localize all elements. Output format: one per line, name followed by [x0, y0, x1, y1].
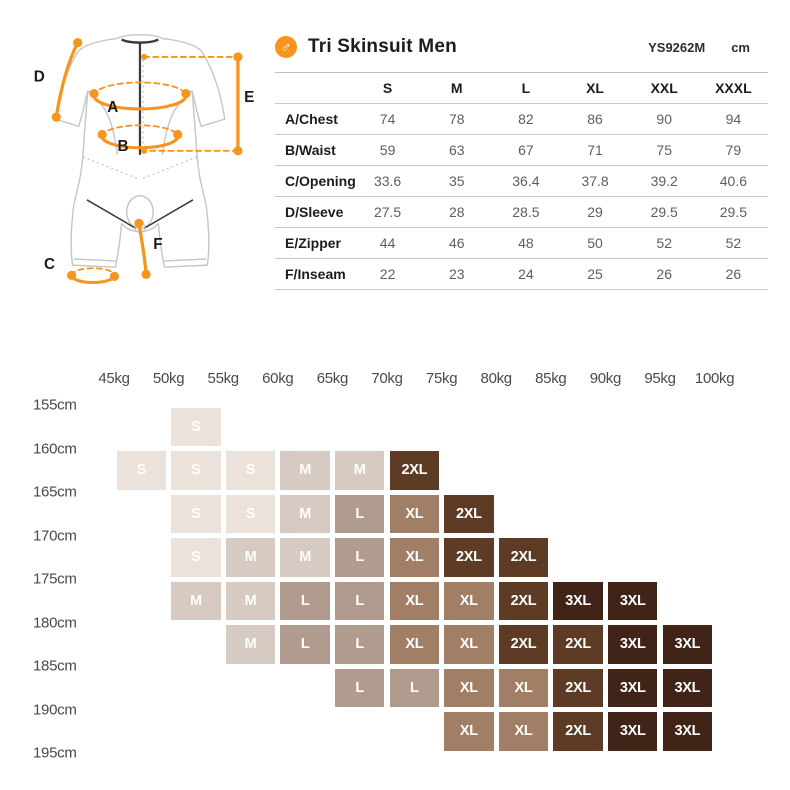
matrix-cell: M — [226, 538, 276, 577]
size-col-s: S — [353, 73, 422, 104]
height-label: 155cm — [33, 396, 77, 414]
diagram-label-f: F — [153, 235, 163, 253]
measurement-value: 39.2 — [650, 173, 678, 189]
matrix-cell: 2XL — [553, 625, 603, 664]
measurement-value: 52 — [656, 235, 672, 251]
size-col-m: M — [422, 73, 491, 104]
matrix-cell: 2XL — [444, 538, 494, 577]
matrix-cell: XL — [444, 669, 494, 708]
height-label: 180cm — [33, 614, 77, 631]
matrix-cell: XL — [444, 625, 494, 664]
diagram-label-b: B — [117, 137, 129, 155]
measurement-value: 29.5 — [719, 204, 748, 220]
matrix-cell: M — [280, 495, 330, 534]
measurement-value: 26 — [656, 266, 672, 282]
matrix-cell: 3XL — [608, 582, 658, 621]
unit-label: cm — [731, 39, 750, 55]
measurement-table-block — [275, 30, 768, 290]
diagram-label-d: D — [33, 68, 45, 86]
matrix-cell: XL — [499, 669, 549, 708]
matrix-cell: L — [280, 582, 330, 621]
size-col-xxl: XXL — [630, 73, 699, 104]
matrix-cell: 3XL — [608, 712, 658, 751]
size-col-xl: XL — [560, 73, 629, 104]
male-glyph: ♂ — [280, 38, 292, 56]
weight-label: 80kg — [480, 370, 512, 387]
matrix-cell: L — [335, 538, 385, 577]
measurement-value: 48 — [518, 235, 534, 251]
measurement-row-label: A/Chest — [285, 111, 338, 127]
matrix-cell: XL — [444, 582, 494, 621]
matrix-cell: 3XL — [663, 625, 713, 664]
measurement-row-label: E/Zipper — [285, 235, 342, 251]
matrix-cell: 3XL — [608, 669, 658, 708]
matrix-cell: L — [335, 582, 385, 621]
measurement-row — [275, 228, 768, 259]
measurement-value: 25 — [587, 266, 603, 282]
measurement-value: 63 — [448, 142, 465, 158]
matrix-cell: 2XL — [553, 669, 603, 708]
matrix-cell: 2XL — [499, 538, 549, 577]
matrix-cell: S — [171, 408, 221, 447]
matrix-cell: L — [390, 669, 440, 708]
measurement-value: 36.4 — [512, 173, 540, 189]
matrix-cell: 2XL — [499, 582, 549, 621]
measurement-value: 74 — [379, 111, 396, 127]
matrix-cell: 2XL — [553, 712, 603, 751]
matrix-cell: XL — [390, 625, 440, 664]
product-title: Tri Skinsuit Men — [308, 36, 457, 57]
matrix-cell: L — [335, 625, 385, 664]
product-code: YS9262M — [648, 39, 706, 55]
measurement-value: 44 — [379, 235, 396, 251]
weight-label: 55kg — [207, 370, 239, 387]
measurement-value: 33.6 — [373, 173, 402, 189]
product-header — [275, 30, 768, 64]
matrix-cell: L — [335, 495, 385, 534]
measurement-value: 71 — [587, 142, 603, 158]
matrix-cell: S — [226, 495, 276, 534]
measurement-value: 50 — [587, 235, 603, 251]
measurement-row — [275, 259, 768, 290]
measurement-value: 27.5 — [373, 204, 402, 220]
diagram-label-c: C — [44, 256, 56, 274]
measurement-value: 78 — [448, 111, 465, 127]
matrix-cell: 3XL — [663, 669, 713, 708]
size-col-l: L — [491, 73, 560, 104]
matrix-cell: S — [117, 451, 167, 490]
measurement-value: 35 — [448, 173, 465, 189]
matrix-cell: M — [335, 451, 385, 490]
measurement-value: 24 — [518, 266, 534, 282]
size-col-xxxl: XXXL — [699, 73, 768, 104]
matrix-cell: XL — [390, 495, 440, 534]
height-label: 190cm — [33, 701, 77, 718]
measurement-value: 22 — [379, 266, 396, 282]
matrix-cell: S — [171, 538, 221, 577]
measurement-value: 79 — [725, 142, 742, 158]
height-label: 170cm — [33, 527, 77, 544]
measurement-value: 28.5 — [512, 204, 540, 220]
measurement-row — [275, 135, 768, 166]
measurement-value: 67 — [518, 142, 534, 158]
measurement-row-label: C/Opening — [285, 173, 356, 189]
weight-label: 75kg — [425, 370, 458, 387]
matrix-cell: M — [226, 625, 276, 664]
matrix-cell: S — [171, 451, 221, 490]
measurement-value: 90 — [656, 111, 672, 127]
weight-label: 65kg — [316, 370, 349, 387]
weight-label: 70kg — [371, 370, 403, 387]
matrix-cell: L — [280, 625, 330, 664]
size-measurement-table — [275, 72, 768, 290]
diagram-label-e: E — [244, 88, 255, 106]
matrix-cell: 2XL — [499, 625, 549, 664]
measurement-value: 37.8 — [581, 173, 609, 189]
diagram-label-a: A — [107, 99, 119, 117]
measurement-value: 82 — [518, 111, 534, 127]
matrix-cell: M — [280, 451, 330, 490]
measurement-value: 29 — [587, 204, 603, 220]
matrix-cell: 3XL — [663, 712, 713, 751]
skinsuit-diagram — [18, 12, 266, 308]
measurement-value: 46 — [448, 235, 465, 251]
measurement-row-label: D/Sleeve — [285, 204, 344, 220]
weight-label: 100kg — [694, 370, 735, 387]
height-label: 160cm — [33, 440, 77, 457]
matrix-cell: 3XL — [553, 582, 603, 621]
measurement-value: 59 — [379, 142, 396, 158]
matrix-cell: M — [280, 538, 330, 577]
weight-label: 50kg — [152, 370, 185, 387]
matrix-cell: S — [171, 495, 221, 534]
matrix-cell: S — [226, 451, 276, 490]
weight-label: 45kg — [98, 370, 130, 387]
weight-label: 90kg — [589, 370, 622, 387]
matrix-cell: XL — [444, 712, 494, 751]
measurement-value: 26 — [725, 266, 742, 282]
weight-label: 60kg — [262, 370, 294, 387]
measurement-value: 29.5 — [650, 204, 678, 220]
measurement-value: 52 — [725, 235, 742, 251]
measurement-value: 23 — [448, 266, 465, 282]
measurement-value: 75 — [656, 142, 672, 158]
size-header-empty — [275, 73, 353, 104]
size-matrix-chart — [33, 368, 763, 773]
height-label: 165cm — [33, 483, 77, 501]
matrix-cell: XL — [390, 538, 440, 577]
height-label: 195cm — [33, 744, 77, 762]
measurement-value: 86 — [587, 111, 603, 127]
male-icon — [275, 36, 297, 58]
measurement-row — [275, 104, 768, 135]
measurement-row — [275, 197, 768, 228]
measurement-annotations — [56, 43, 238, 283]
weight-label: 95kg — [644, 370, 676, 387]
measurement-row-label: B/Waist — [285, 142, 336, 158]
weight-label: 85kg — [535, 370, 567, 387]
matrix-cell: 2XL — [390, 451, 440, 490]
matrix-cell: M — [226, 582, 276, 621]
measurement-row-label: F/Inseam — [285, 266, 346, 282]
measurement-value: 28 — [448, 204, 465, 220]
matrix-cell: XL — [390, 582, 440, 621]
measurement-row — [275, 166, 768, 197]
matrix-cell: 2XL — [444, 495, 494, 534]
measurement-value: 94 — [725, 111, 742, 127]
height-label: 185cm — [33, 657, 77, 675]
height-label: 175cm — [33, 570, 77, 588]
size-header-row — [275, 73, 768, 104]
measurement-value: 40.6 — [719, 173, 748, 189]
matrix-cell: 3XL — [608, 625, 658, 664]
matrix-cell: L — [335, 669, 385, 708]
matrix-cell: M — [171, 582, 221, 621]
matrix-cell: XL — [499, 712, 549, 751]
